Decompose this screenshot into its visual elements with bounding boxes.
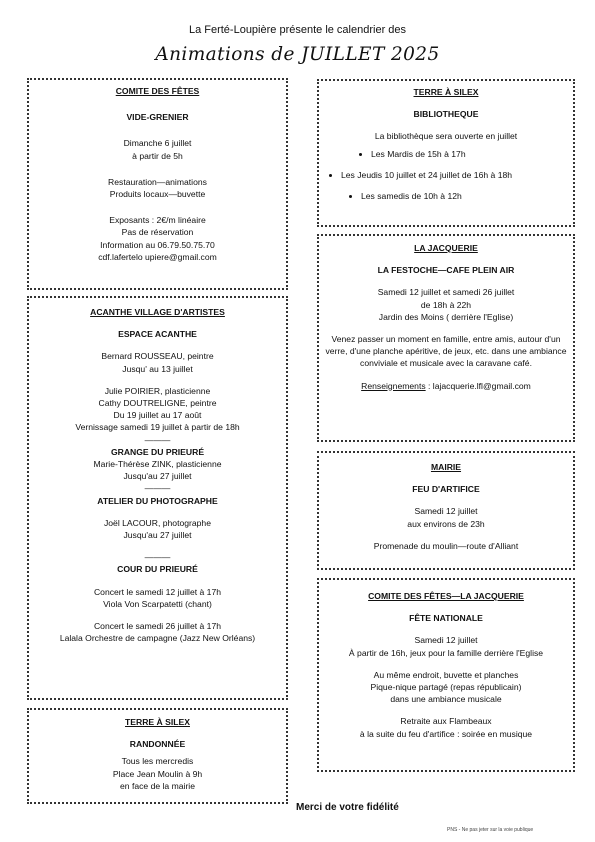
event-line: dans une ambiance musicale [390, 694, 502, 705]
event-place: Jardin des Moins ( derrière l'Eglise) [378, 311, 514, 322]
bibliotheque-box [317, 79, 575, 227]
mairie-box [317, 451, 575, 570]
section-heading: TERRE À SILEX [413, 87, 479, 97]
section-heading: LA JACQUERIE [414, 243, 478, 253]
concert-date: Concert le samedi 12 juillet à 17h [93, 586, 222, 597]
event-services: Produits locaux—buvette [109, 189, 206, 200]
list-item: • Les Jeudis 10 juillet et 24 juillet de 16h à 18h [341, 169, 573, 181]
artist-name: Cathy DOUTRELIGNE, peintre [98, 398, 217, 409]
fete-nationale-box [317, 578, 575, 772]
vernissage-text: Vernissage samedi 19 juillet à partir de 18h [75, 422, 240, 433]
concert-artist: Lalala Orchestre de campagne (Jazz New Orléans) [59, 633, 256, 644]
event-date: Dimanche 6 juillet [123, 138, 192, 149]
artist-name: Julie POIRIER, plasticienne [104, 385, 211, 396]
separator: ——— [144, 434, 171, 445]
event-title: FÊTE NATIONALE [409, 613, 483, 624]
event-line: à la suite du feu d'artifice : soirée en musique [359, 728, 533, 739]
thanks-text: Merci de votre fidélité [296, 802, 399, 813]
event-date: Samedi 12 juillet et samedi 26 juillet [377, 287, 515, 298]
venue-title: ATELIER DU PHOTOGRAPHE [97, 495, 218, 506]
event-contact [323, 380, 569, 392]
contact-label: Renseignements [361, 380, 426, 391]
artist-name: Marie-Thérèse ZINK, plasticienne [93, 459, 222, 470]
comite-vide-grenier-box [27, 78, 288, 290]
event-place: Promenade du moulin—route d'Alliant [373, 540, 519, 551]
event-line: en face de la mairie [120, 780, 195, 791]
jacquerie-box [317, 234, 575, 442]
event-title: RANDONNÉE [129, 739, 186, 750]
separator: ——— [144, 483, 171, 494]
section-heading: ACANTHE VILLAGE D'ARTISTES [90, 307, 225, 317]
artist-dates: Du 19 juillet au 17 août [113, 410, 202, 421]
list-item: • Les samedis de 10h à 12h [361, 190, 573, 202]
venue-title: GRANGE DU PRIEURÉ [110, 446, 205, 457]
event-date: Samedi 12 juillet [414, 635, 478, 646]
artist-dates: Jusqu'au 27 juillet [123, 530, 192, 541]
concert-date: Concert le samedi 26 juillet à 17h [93, 621, 222, 632]
event-title: LA FESTOCHE—CAFE PLEIN AIR [377, 265, 515, 276]
footer-note: PNS - Ne pas jeter sur la voie publique [447, 827, 534, 833]
event-phone: Information au 06.79.50.75.70 [100, 239, 215, 250]
concert-artist: Viola Von Scarpatetti (chant) [103, 598, 212, 609]
event-services: Restauration—animations [108, 176, 207, 187]
opening-hours-list [319, 148, 573, 203]
event-email: cdf.lafertelo upiere@gmail.com [98, 251, 217, 262]
event-title: FEU D'ARTIFICE [412, 484, 480, 495]
event-line: Retraite aux Flambeaux [400, 716, 492, 727]
event-line: Tous les mercredis [121, 756, 194, 767]
acanthe-box [27, 296, 288, 700]
section-heading: TERRE À SILEX [125, 717, 190, 727]
venue-title: ESPACE ACANTHE [118, 329, 197, 340]
event-description: Venez passer un moment en famille, entre amis, autour d'un verre, d'une planche apéritive, de jeux, etc. dans une ambiance conviviale et musicale avec la caravane café. [325, 334, 567, 369]
event-line: Au même endroit, buvette et planches [373, 669, 519, 680]
artist-dates: Jusqu'au 27 juillet [123, 471, 192, 482]
list-item: • Les Mardis de 15h à 17h [371, 148, 573, 160]
event-time: de 18h à 22h [420, 299, 472, 310]
artist-dates: Jusqu' au 13 juillet [122, 363, 193, 374]
event-note: Pas de réservation [121, 227, 194, 238]
separator: ——— [144, 552, 171, 563]
event-title: VIDE-GRENIER [126, 112, 189, 123]
section-heading: COMITE DES FÊTES [115, 86, 200, 96]
event-time: à partir de 5h [132, 150, 183, 161]
artist-name: Bernard ROUSSEAU, peintre [101, 351, 214, 362]
artist-name: Joël LACOUR, photographe [103, 517, 211, 528]
event-time: À partir de 16h, jeux pour la famille derrière l'Eglise [348, 647, 544, 658]
event-title: BIBLIOTHEQUE [413, 109, 479, 120]
contact-email: : lajacquerie.lfl@gmail.com [425, 380, 531, 391]
event-line: Place Jean Moulin à 9h [112, 768, 203, 779]
event-time: aux environs de 23h [407, 518, 485, 529]
section-heading: COMITE DES FÊTES—LA JACQUERIE [368, 591, 524, 601]
intro-text: La Ferté-Loupière présente le calendrier des [188, 24, 407, 36]
section-heading: MAIRIE [430, 462, 462, 472]
page-title: Animations de JUILLET 2025 [155, 44, 440, 65]
event-intro: La bibliothèque sera ouverte en juillet [374, 131, 518, 142]
event-line: Pique-nique partagé (repas républicain) [370, 682, 522, 693]
event-price: Exposants : 2€/m linéaire [109, 215, 206, 226]
randonnee-box [27, 708, 288, 804]
event-date: Samedi 12 juillet [414, 506, 478, 517]
venue-title: COUR DU PRIEURÉ [117, 564, 198, 575]
